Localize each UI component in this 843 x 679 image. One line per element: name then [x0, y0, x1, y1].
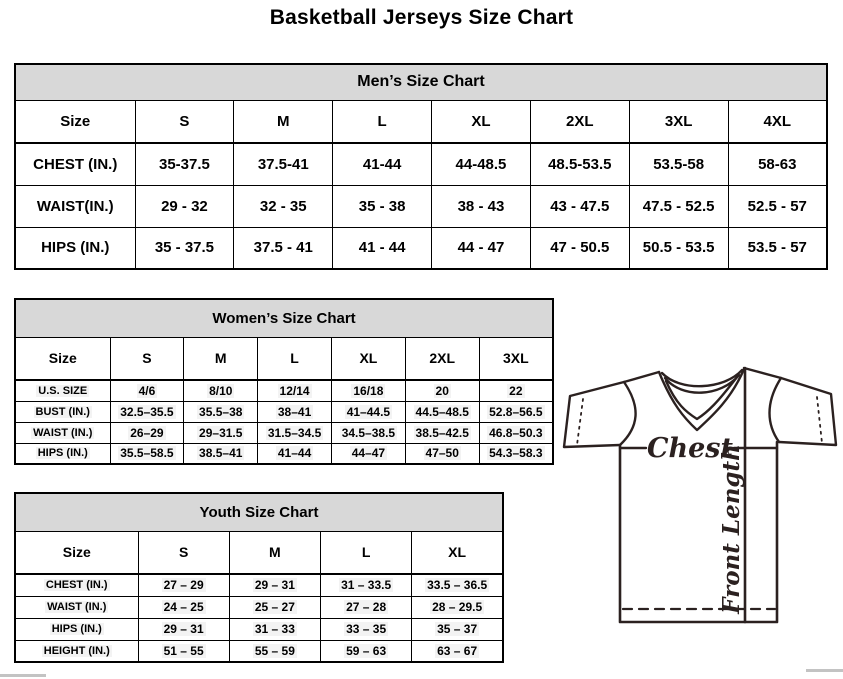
- cell: 52.8–56.5: [479, 401, 553, 422]
- cell: 38–41: [258, 401, 332, 422]
- cell: 33.5 – 36.5: [412, 574, 503, 596]
- cell: 44 - 47: [432, 227, 531, 269]
- cell: 53.5 - 57: [728, 227, 827, 269]
- cell: 48.5-53.5: [530, 143, 629, 185]
- cell: 47 - 50.5: [530, 227, 629, 269]
- table-header-row: [15, 100, 827, 143]
- cell: 41 - 44: [333, 227, 432, 269]
- cell: 16/18: [331, 380, 405, 401]
- column-header: XL: [432, 100, 531, 143]
- column-header: 2XL: [405, 337, 479, 380]
- cell: 47–50: [405, 443, 479, 464]
- column-header: S: [110, 337, 184, 380]
- column-header: M: [229, 531, 320, 574]
- row-label: HIPS (IN.): [15, 618, 138, 640]
- cell: 31 – 33.5: [321, 574, 412, 596]
- cell: 31 – 33: [229, 618, 320, 640]
- scrollbar-fragment-right: [806, 669, 843, 672]
- column-header: L: [321, 531, 412, 574]
- row-label: WAIST(IN.): [15, 185, 135, 227]
- cell: 47.5 - 52.5: [629, 185, 728, 227]
- row-label: CHEST (IN.): [15, 574, 138, 596]
- column-header: 4XL: [728, 100, 827, 143]
- table-row: [15, 596, 503, 618]
- chest-measure-label: Chest: [647, 433, 733, 464]
- cell: 29 – 31: [138, 618, 229, 640]
- cell: 29–31.5: [184, 422, 258, 443]
- table-row: [15, 143, 827, 185]
- cell: 43 - 47.5: [530, 185, 629, 227]
- column-header: XL: [331, 337, 405, 380]
- youth-table-title: Youth Size Chart: [15, 493, 503, 531]
- column-header: L: [333, 100, 432, 143]
- row-label: CHEST (IN.): [15, 143, 135, 185]
- cell: 59 – 63: [321, 640, 412, 662]
- cell: 28 – 29.5: [412, 596, 503, 618]
- table-row: [15, 443, 553, 464]
- mens-table-title: Men’s Size Chart: [15, 64, 827, 100]
- column-header: M: [184, 337, 258, 380]
- cell: 25 – 27: [229, 596, 320, 618]
- cell: 41-44: [333, 143, 432, 185]
- cell: 26–29: [110, 422, 184, 443]
- cell: 22: [479, 380, 553, 401]
- row-label: HEIGHT (IN.): [15, 640, 138, 662]
- cell: 46.8–50.3: [479, 422, 553, 443]
- table-row: [15, 380, 553, 401]
- column-header: L: [258, 337, 332, 380]
- cell: 33 – 35: [321, 618, 412, 640]
- cell: 8/10: [184, 380, 258, 401]
- cell: 58-63: [728, 143, 827, 185]
- cell: 12/14: [258, 380, 332, 401]
- cell: 32 - 35: [234, 185, 333, 227]
- cell: 24 – 25: [138, 596, 229, 618]
- row-label: HIPS (IN.): [15, 443, 110, 464]
- cell: 37.5 - 41: [234, 227, 333, 269]
- cell: 27 – 29: [138, 574, 229, 596]
- cell: 27 – 28: [321, 596, 412, 618]
- cell: 37.5-41: [234, 143, 333, 185]
- column-header: S: [135, 100, 234, 143]
- front-length-measure-label: Front Length: [718, 444, 745, 614]
- table-row: [15, 618, 503, 640]
- cell: 38.5–41: [184, 443, 258, 464]
- row-label: WAIST (IN.): [15, 422, 110, 443]
- table-row: [15, 640, 503, 662]
- cell: 35.5–38: [184, 401, 258, 422]
- cell: 38 - 43: [432, 185, 531, 227]
- column-header: Size: [15, 531, 138, 574]
- cell: 35 - 37.5: [135, 227, 234, 269]
- cell: 35 - 38: [333, 185, 432, 227]
- cell: 35-37.5: [135, 143, 234, 185]
- jersey-outline-icon: [560, 364, 840, 626]
- table-row: [15, 185, 827, 227]
- cell: 41–44.5: [331, 401, 405, 422]
- column-header: 3XL: [629, 100, 728, 143]
- table-row: [15, 227, 827, 269]
- cell: 63 – 67: [412, 640, 503, 662]
- column-header: 3XL: [479, 337, 553, 380]
- row-label: U.S. SIZE: [15, 380, 110, 401]
- jersey-measurement-diagram: [560, 364, 840, 626]
- womens-size-table: [14, 298, 554, 465]
- cell: 53.5-58: [629, 143, 728, 185]
- cell: 29 - 32: [135, 185, 234, 227]
- cell: 44-48.5: [432, 143, 531, 185]
- column-header: Size: [15, 337, 110, 380]
- table-row: [15, 401, 553, 422]
- mens-size-table: [14, 63, 828, 270]
- cell: 20: [405, 380, 479, 401]
- column-header: S: [138, 531, 229, 574]
- cell: 34.5–38.5: [331, 422, 405, 443]
- table-row: [15, 574, 503, 596]
- womens-table-title: Women’s Size Chart: [15, 299, 553, 337]
- cell: 55 – 59: [229, 640, 320, 662]
- column-header: Size: [15, 100, 135, 143]
- cell: 38.5–42.5: [405, 422, 479, 443]
- row-label: HIPS (IN.): [15, 227, 135, 269]
- cell: 52.5 - 57: [728, 185, 827, 227]
- row-label: WAIST (IN.): [15, 596, 138, 618]
- cell: 51 – 55: [138, 640, 229, 662]
- column-header: 2XL: [530, 100, 629, 143]
- row-label: BUST (IN.): [15, 401, 110, 422]
- cell: 44.5–48.5: [405, 401, 479, 422]
- cell: 29 – 31: [229, 574, 320, 596]
- youth-size-table: [14, 492, 504, 663]
- cell: 54.3–58.3: [479, 443, 553, 464]
- cell: 35 – 37: [412, 618, 503, 640]
- page-title: Basketball Jerseys Size Chart: [269, 6, 574, 29]
- cell: 32.5–35.5: [110, 401, 184, 422]
- table-row: [15, 422, 553, 443]
- table-header-row: [15, 531, 503, 574]
- column-header: XL: [412, 531, 503, 574]
- cell: 44–47: [331, 443, 405, 464]
- cell: 4/6: [110, 380, 184, 401]
- cell: 41–44: [258, 443, 332, 464]
- column-header: M: [234, 100, 333, 143]
- scrollbar-fragment-left: [0, 674, 46, 677]
- cell: 35.5–58.5: [110, 443, 184, 464]
- cell: 31.5–34.5: [258, 422, 332, 443]
- table-header-row: [15, 337, 553, 380]
- cell: 50.5 - 53.5: [629, 227, 728, 269]
